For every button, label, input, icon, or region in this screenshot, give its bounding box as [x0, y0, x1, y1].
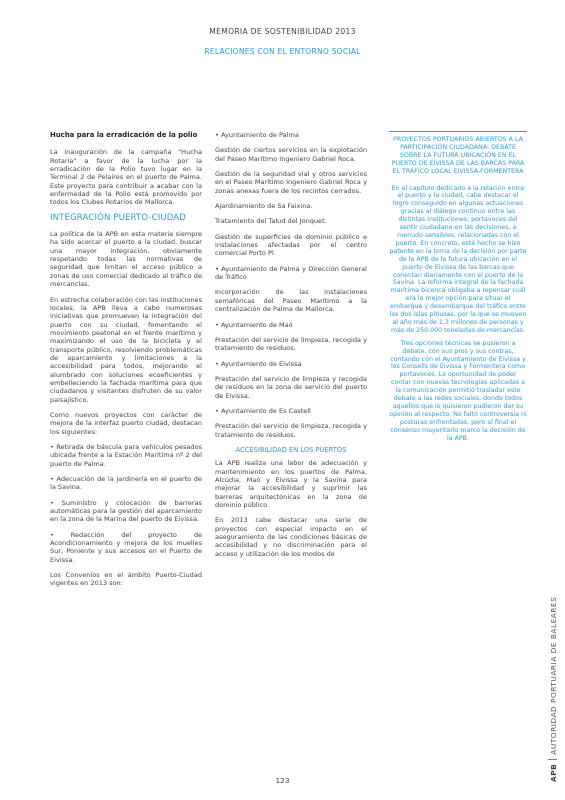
project-item: • Adecuación de la jardinería en el puerto de la Savina. [50, 475, 202, 492]
accessibility-paragraph-2: En 2013 cabe destacar una serie de proyectos con especial impacto en el aseguramiento de las condiciones básicas de accesibilidad y no discriminación para el acceso y utilización de los modos de [215, 516, 367, 558]
column-left [50, 131, 202, 595]
sidebar-paragraph-2: Tres opciones técnicas se pusieron a debate, con sus pros y sus contras, contando con el Ayuntamiento de Eivissa y los Consells de Eivissa y Formentera como portavoces. La oportunidad de poder contar con nuevas tecnologías aplicadas a la comunicación permitió trasladar este debate a las redes sociales, donde todos aquellos que lo quisieron pudieron dar su opinión al respecto. No faltó controversia ni posturas enfrentadas, pero al final el consenso mayoritario marcó la decisión de la APB. [389, 339, 527, 442]
agreement-detail: Gestión de ciertos servicios en la explotación del Paseo Marítimo Ingeniero Gabriel Roca. [215, 146, 367, 163]
sidebar-title: PROYECTOS PORTUARIOS ABIERTOS A LA PARTICIPACIÓN CIUDADANA: DEBATE SOBRE LA FUTURA UBICACIÓN EN EL PUERTO DE EIVISSA DE LAS BARCAS PARA EL TRÁFICO LOCAL EIVISSA-FORMENTERA [391, 136, 525, 175]
agreement-party: • Ayuntamiento de Palma y Dirección General de Tráfico [215, 264, 367, 282]
agreement-detail: Incorporación de las instalaciones semafóricas del Paseo Marítimo a la centralización de Palma de Mallorca. [215, 288, 367, 314]
side-label-text [548, 597, 558, 782]
agreement-party: • Ayuntamiento de Eivissa [215, 359, 302, 368]
agreement-detail: Prestación del servicio de limpieza y recogida de residuos en la zona de servicio del puerto de Eivissa. [215, 374, 367, 400]
document-title: MEMORIA DE SOSTENIBILIDAD 2013 [209, 27, 356, 36]
integration-paragraph-1: La política de la APB en esta materia siempre ha sido acercar el puerto a la ciudad, buscar una mayor integración, obviamente respetando todas las normativas de seguridad que limitan el acceso público a zonas de uso comercial dedicado al tráfico de mercancías. [50, 230, 202, 289]
agreement-detail: Ajardinamiento de Sa Faixina. [215, 202, 313, 211]
page-number: 123 [275, 776, 290, 785]
project-item: • Suministro y colocación de barreras automáticas para la gestión del aparcamiento en la zona de la Marina del puerto de Eivissa. [50, 498, 202, 524]
side-label-abbr: APB [549, 763, 558, 782]
agreement-detail: Tratamiento del Talud del Jonquet. [215, 217, 327, 226]
agreement-party: • Ayuntamiento de Es Castell [215, 406, 311, 415]
projects-intro: Como nuevos proyectos con carácter de mejora de la interfaz puerto ciudad, destacan los siguientes: [50, 410, 202, 436]
accessibility-paragraph-1: La APB realiza una labor de adecuación y mantenimiento en los puertos de Palma, Alcúdia, Maó y Eivissa y la Savina para mejorar la accesibilidad y suprimir las barreras arquitectónicas en la zona de dominio público. [215, 459, 367, 509]
project-item: • Retirada de báscula para vehículos pesados ubicada frente a la Estación Marítima nº 2 del puerto de Palma. [50, 443, 202, 468]
accessibility-heading: ACCESIBILIDAD EN LOS PUERTOS [235, 445, 347, 454]
section-subtitle: RELACIONES CON EL ENTORNO SOCIAL [204, 47, 361, 56]
agreement-detail: Prestación del servicio de limpieza, recogida y tratamiento de residuos. [215, 422, 367, 439]
polio-paragraph: La inauguración de la campaña "Hucha Rotaria" a favor de la lucha por la erradicación de la Polio tuvo lugar en la Terminal 2 de Pelaires en el puerto de Palma. Este proyecto para contribuir a acabar con la enfermedad de la Polio está promovido por todos los Clubes Rotarios de Mallorca. [50, 148, 202, 207]
sidebar-box [389, 131, 527, 443]
column-middle [215, 131, 367, 565]
side-label-name: AUTORIDAD PORTUARIA DE BALEARES [549, 596, 558, 755]
integration-heading: INTEGRACIÓN PUERTO-CIUDAD [50, 212, 187, 223]
side-label-separator [548, 759, 557, 760]
sidebar-column [389, 131, 527, 448]
agreements-intro: Los Convenios en el ámbito Puerto-Ciudad vigentes en 2013 son: [50, 571, 202, 588]
agreement-detail: Gestión de superficies de dominio público e instalaciones afectadas por el centro comercial Porto Pí. [215, 232, 367, 258]
agreement-detail: Prestación del servicio de limpieza, recogida y tratamiento de residuos. [215, 335, 367, 353]
agreement-party: • Ayuntamiento de Palma [215, 131, 299, 139]
project-item: • Redacción del proyecto de Acondicionamiento y mejora de los muelles Sur, Poniente y sus accesos en el Puerto de Eivissa. [50, 530, 202, 564]
side-label [548, 596, 560, 782]
integration-paragraph-2: En estrecha colaboración con las instituciones locales, la APB lleva a cabo numerosas iniciativas que promueven la integración del puerto con su ciudad, fomentando el movimiento peatonal en el frente marítimo y maximizando el uso de la bicicleta y el transporte público, resolviendo problemáticas de aparcamiento y limitaciones a la accesibilidad para todos, mejorando el alumbrado con soluciones ecoeficientes y embelleciendo la fachada marítima para que ciudadanos y visitantes disfruten de su valor paisajístico. [50, 295, 202, 404]
agreement-party: • Ayuntamiento de Maó [215, 320, 293, 329]
polio-heading: Hucha para la erradicación de la polio [50, 131, 198, 139]
sidebar-paragraph-1: En el capítulo dedicado a la relación entre el puerto y la ciudad, cabe destacar el logro conseguido en algunas actuaciones gracias al diálogo continuo entre las distintas instituciones, portavoces del sentir ciudadano en las decisiones, a menudo sensibles, relacionadas con el puerto. En concreto, esté hecho se hizo patente en la toma de la decisión por parte de la APB de la futura ubicación en el puerto de Eivissa de las barcas que conectan diariamente con el puerto de la Savina. La reforma integral de la fachada marítima bicenca obligaba a repensar cuál era la mejor opción para situar el embarque y desembarque del tráfico entre las dos islas pitiusas, por la que se mueven al año más de 1,3 millones de personas y más de 250.000 toneladas de mercancías. [389, 184, 527, 334]
agreement-detail: Gestión de la seguridad vial y otros servicios en el Paseo Marítimo Ingeniero Gabriel Roca y zonas anexas fuera de los recintos cerrados. [215, 170, 367, 195]
